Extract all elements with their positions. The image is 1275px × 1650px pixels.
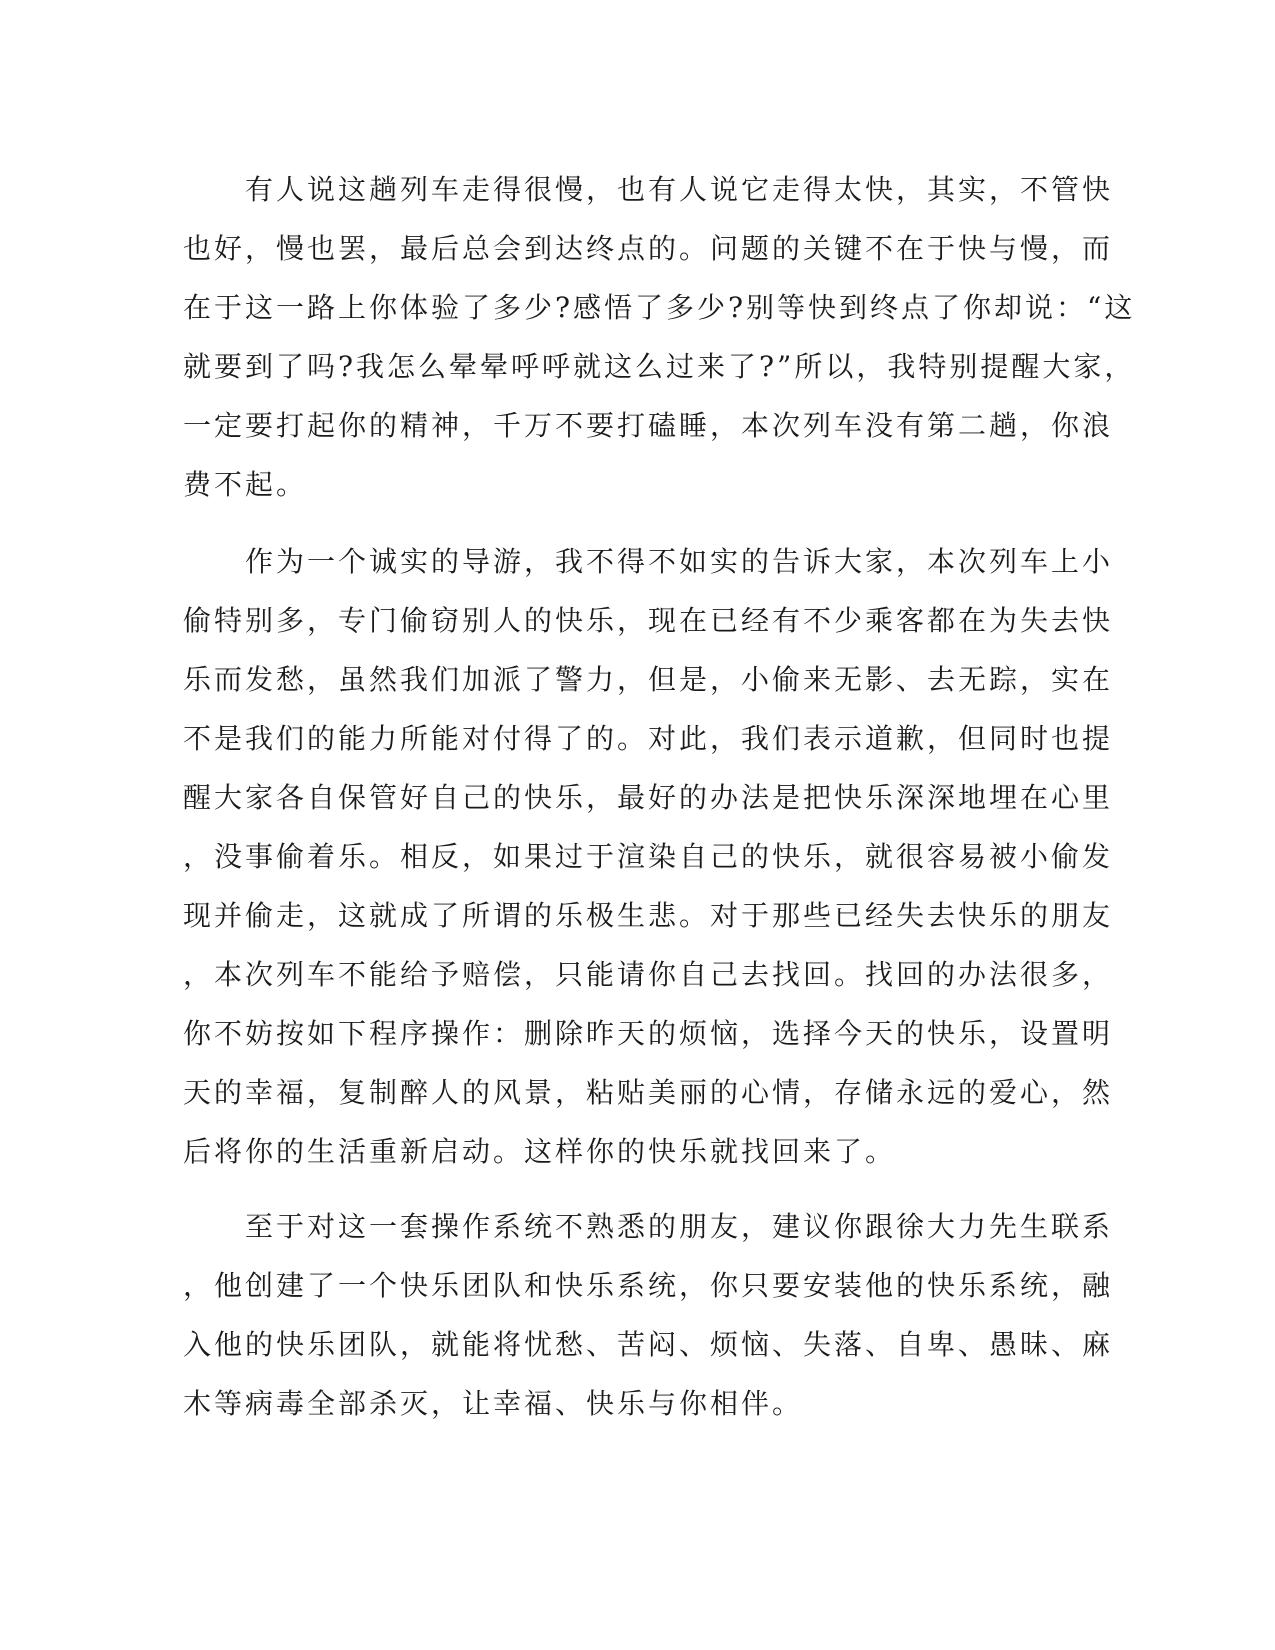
- paragraph-line: 现并偷走，这就成了所谓的乐极生悲。对于那些已经失去快乐的朋友: [183, 899, 1114, 932]
- paragraph-line: 作为一个诚实的导游，我不得不如实的告诉大家，本次列车上小: [183, 545, 1114, 578]
- paragraph-line: 你不妨按如下程序操作：删除昨天的烦恼，选择今天的快乐，设置明: [183, 1017, 1114, 1050]
- paragraph-line: ，没事偷着乐。相反，如果过于渲染自己的快乐，就很容易被小偷发: [183, 840, 1114, 873]
- paragraph-line: 天的幸福，复制醉人的风景，粘贴美丽的心情，存储永远的爱心，然: [183, 1076, 1114, 1109]
- paragraph-line: 至于对这一套操作系统不熟悉的朋友，建议你跟徐大力先生联系: [183, 1210, 1114, 1243]
- paragraph-line: 就要到了吗?我怎么晕晕呼呼就这么过来了?”所以，我特别提醒大家，: [183, 350, 1136, 383]
- paragraph-line: 不是我们的能力所能对付得了的。对此，我们表示道歉，但同时也提: [183, 722, 1114, 755]
- paragraph-line: 木等病毒全部杀灭，让幸福、快乐与你相伴。: [183, 1387, 804, 1420]
- paragraph-line: 费不起。: [183, 468, 308, 501]
- paragraph-line: 偷特别多，专门偷窃别人的快乐，现在已经有不少乘客都在为失去快: [183, 604, 1114, 637]
- paragraph-3: [183, 1197, 1114, 1433]
- paragraph-line: 入他的快乐团队，就能将忧愁、苦闷、烦恼、失落、自卑、愚昧、麻: [183, 1328, 1114, 1361]
- paragraph-line: 醒大家各自保管好自己的快乐，最好的办法是把快乐深深地埋在心里: [183, 781, 1114, 814]
- paragraph-2: [183, 532, 1114, 1181]
- paragraph-line: 后将你的生活重新启动。这样你的快乐就找回来了。: [183, 1135, 897, 1168]
- paragraph-line: ，他创建了一个快乐团队和快乐系统，你只要安装他的快乐系统，融: [183, 1269, 1114, 1302]
- paragraph-line: ，本次列车不能给予赔偿，只能请你自己去找回。找回的办法很多，: [183, 958, 1114, 991]
- paragraph-line: 一定要打起你的精神，千万不要打磕睡，本次列车没有第二趟，你浪: [183, 409, 1114, 442]
- paragraph-line: 在于这一路上你体验了多少?感悟了多少?别等快到终点了你却说：“这: [183, 291, 1136, 324]
- paragraph-1: [183, 160, 1136, 514]
- paragraph-line: 有人说这趟列车走得很慢，也有人说它走得太快，其实，不管快: [183, 173, 1114, 206]
- paragraph-line: 乐而发愁，虽然我们加派了警力，但是，小偷来无影、去无踪，实在: [183, 663, 1114, 696]
- paragraph-line: 也好，慢也罢，最后总会到达终点的。问题的关键不在于快与慢，而: [183, 232, 1114, 265]
